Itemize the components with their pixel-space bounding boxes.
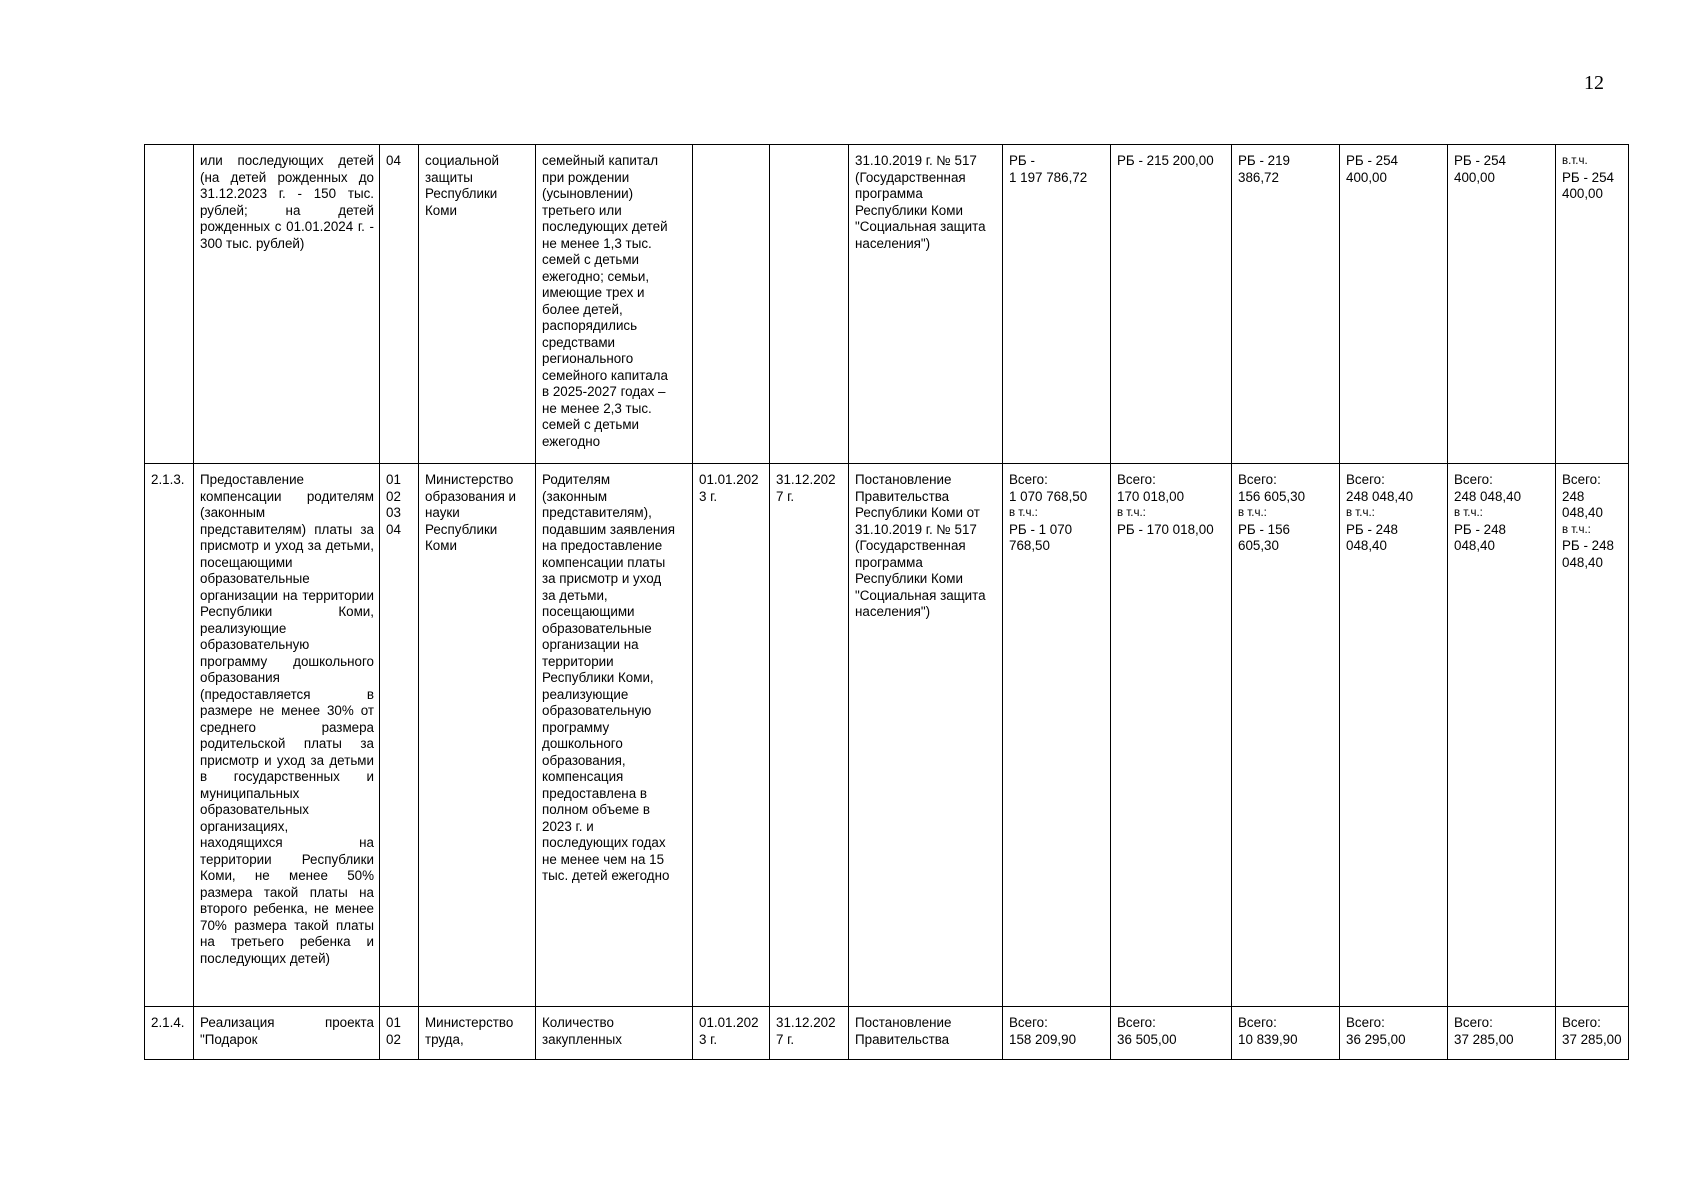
funding-rb: РБ - 170 018,00 [1117, 521, 1214, 537]
cell-expected-result: Количество закупленных [536, 1007, 693, 1060]
cell-legal-basis: Постановление Правительства Республики Коми от 31.10.2019 г. № 517 (Государственная программа Республики Коми "Социальная защита населения") [849, 464, 1003, 1007]
cell-end-date: 31.12.202 7 г. [770, 464, 849, 1007]
cell-start-date [693, 145, 770, 464]
cell-end-date: 31.12.202 7 г. [770, 1007, 849, 1060]
funding-rb: РБ - 248 048,40 [1454, 521, 1506, 553]
cell-codes: 04 [380, 145, 419, 464]
cell-funding-2026: Всего: 37 285,00 [1448, 1007, 1556, 1060]
funding-total: РБ - 1 197 786,72 [1009, 153, 1088, 185]
funding-total: Всего: 248 048,40 [1346, 472, 1414, 504]
cell-funding-2027 [1556, 145, 1629, 464]
cell-codes: 01 02 [380, 1007, 419, 1060]
cell-codes: 01 02 03 04 [380, 464, 419, 1007]
funding-total: Всего: 248 048,40 [1562, 472, 1603, 520]
cell-funding-2027 [1556, 464, 1629, 1007]
cell-funding-2024 [1232, 464, 1340, 1007]
page-number: 12 [1584, 72, 1604, 94]
funding-including-label: в т.ч.: [1346, 507, 1375, 519]
cell-activity-name: Предоставление компенсации родителям (законным представителям) платы за присмотр и уход за детьми, посещающими образовательные организации на территории Республики Коми, реализующие образовательную программу дошкольного образования (предоставляется в размере не менее 30% от среднего размера родительской платы за присмотр и уход за детьми в государственных и муниципальных образовательных организациях, находящихся на территории Республики Коми, не менее 50% размера такой платы на второго ребенка, не менее 70% размера такой платы на третьего ребенка и последующих детей) [194, 464, 380, 1007]
funding-total: Всего: 156 605,30 [1238, 472, 1306, 504]
funding-total: РБ - 254 400,00 [1454, 153, 1506, 185]
funding-including-label: в т.ч.: [1238, 507, 1267, 519]
cell-funding-2025: Всего: 36 295,00 [1340, 1007, 1448, 1060]
cell-funding-total: Всего: 158 209,90 [1003, 1007, 1111, 1060]
cell-legal-basis: 31.10.2019 г. № 517 (Государственная программа Республики Коми "Социальная защита населения") [849, 145, 1003, 464]
cell-funding-2027: Всего: 37 285,00 [1556, 1007, 1629, 1060]
cell-executor: Министерство образования и науки Республики Коми [419, 464, 536, 1007]
funding-rb: РБ - 1 070 768,50 [1009, 521, 1073, 553]
cell-executor: социальной защиты Республики Коми [419, 145, 536, 464]
funding-rb: РБ - 248 048,40 [1562, 538, 1614, 570]
cell-expected-result: Родителям (законным представителям), подавшим заявления на предоставление компенсации платы за присмотр и уход за детьми, посещающими образовательные организации на территории Республики Коми, реализующие образовательную программу дошкольного образования, компенсация предоставлена в полном объеме в 2023 г. и последующих годах не менее чем на 15 тыс. детей ежегодно [536, 464, 693, 1007]
funding-total: РБ - 254 400,00 [1346, 153, 1398, 185]
funding-total: Всего: 248 048,40 [1454, 472, 1522, 504]
cell-funding-2024: Всего: 10 839,90 [1232, 1007, 1340, 1060]
cell-funding-total [1003, 145, 1111, 464]
funding-total: РБ - 219 386,72 [1238, 153, 1290, 185]
table-row [145, 464, 1629, 1007]
cell-funding-2023 [1111, 145, 1232, 464]
cell-legal-basis: Постановление Правительства [849, 1007, 1003, 1060]
funding-rb: РБ - 248 048,40 [1346, 521, 1398, 553]
table-row [145, 1007, 1629, 1060]
cell-number: 2.1.3. [145, 464, 194, 1007]
cell-expected-result: семейный капитал при рождении (усыновлении) третьего или последующих детей не менее 1,3 тыс. семей с детьми ежегодно; семьи, имеющие трех и более детей, распорядились средствами регионального семейного капитала в 2025-2027 годах – не менее 2,3 тыс. семей с детьми ежегодно [536, 145, 693, 464]
table-row [145, 145, 1629, 464]
cell-start-date: 01.01.202 3 г. [693, 1007, 770, 1060]
funding-rb: РБ - 156 605,30 [1238, 521, 1290, 553]
cell-start-date: 01.01.202 3 г. [693, 464, 770, 1007]
funding-total: Всего: 1 070 768,50 [1009, 472, 1088, 504]
cell-funding-2025 [1340, 464, 1448, 1007]
cell-funding-2023 [1111, 464, 1232, 1007]
cell-funding-2023: Всего: 36 505,00 [1111, 1007, 1232, 1060]
cell-funding-total [1003, 464, 1111, 1007]
cell-funding-2026 [1448, 464, 1556, 1007]
funding-including-label: в т.ч.: [1562, 523, 1591, 536]
cell-funding-2026 [1448, 145, 1556, 464]
funding-including-label: в т.ч.: [1454, 507, 1483, 519]
cell-number: 2.1.4. [145, 1007, 194, 1060]
cell-funding-2025 [1340, 145, 1448, 464]
funding-including-label: в т.ч.: [1117, 507, 1146, 519]
cell-funding-2024 [1232, 145, 1340, 464]
cell-number [145, 145, 194, 464]
cell-activity-name: Реализация проекта "Подарок [194, 1007, 380, 1060]
cell-executor: Министерство труда, [419, 1007, 536, 1060]
funding-rb: РБ - 254 400,00 [1562, 169, 1614, 201]
program-activities-table [144, 144, 1629, 1060]
funding-total: Всего: 170 018,00 [1117, 472, 1185, 504]
funding-total: РБ - 215 200,00 [1117, 153, 1214, 168]
funding-including-label: в.т.ч. [1562, 155, 1588, 167]
funding-including-label: в т.ч.: [1009, 507, 1038, 519]
cell-activity-name: или последующих детей (на детей рожденных до 31.12.2023 г. - 150 тыс. рублей; на детей рожденных с 01.01.2024 г. - 300 тыс. рублей) [194, 145, 380, 464]
cell-end-date [770, 145, 849, 464]
